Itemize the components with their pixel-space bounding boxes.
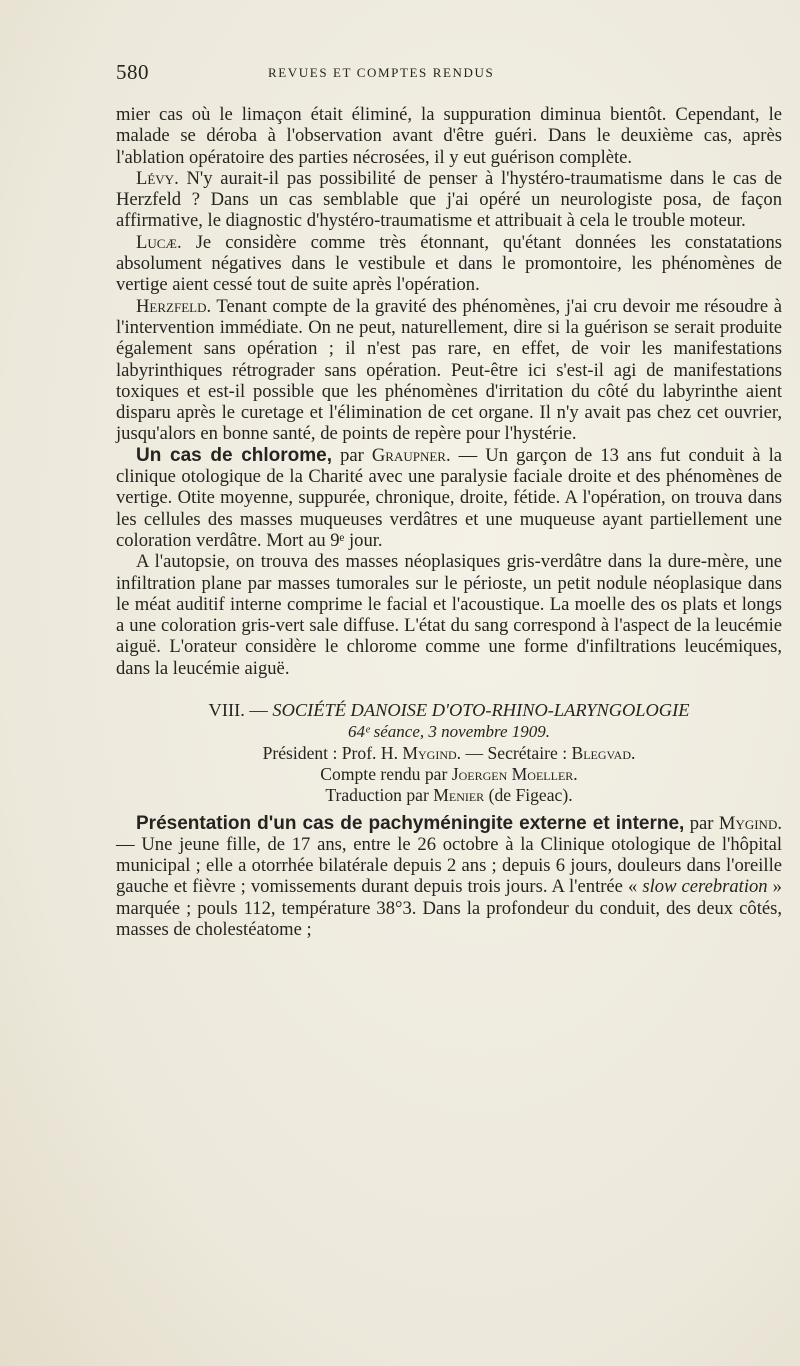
report-line xyxy=(116,764,782,785)
paragraph-text: — Un garçon de 13 ans fut conduit à la clinique otologique de la Charité avec une paralysie faciale droite et des phénomènes de vertige. Otite moyenne, suppurée, chronique, droite, fétide. A l'opération, on trouva dans les cellules des masses muqueuses verdâtres et une muqueuse ayant partiellement une coloration verdâtre. Mort au 9ᵉ jour. xyxy=(116,444,782,551)
paragraph-text: » marquée ; pouls 112, température 38°3. Dans la profondeur du conduit, des deux côtés, masses de cholestéatome ; xyxy=(116,876,782,940)
secretary-label: — Secrétaire : xyxy=(461,742,572,763)
section-heading xyxy=(116,700,782,806)
paragraph-lucae xyxy=(116,232,782,296)
page-number: 580 xyxy=(116,60,149,84)
article-title: Un cas de chlorome, xyxy=(136,444,333,466)
speaker-name: Herzfeld. xyxy=(136,295,212,317)
speaker-name: Lévy. xyxy=(136,167,179,189)
paragraph-text: Je considère comme très étonnant, qu'étant données les constatations absolument négatives dans le vestibule et dans le promontoire, les phénomènes de vertige aient cessé tout de suite après l'opération. xyxy=(116,231,782,296)
paragraph-pachymeningite xyxy=(116,813,782,941)
running-head: REVUES ET COMPTES RENDUS xyxy=(268,65,495,80)
paragraph-chlorome xyxy=(116,445,782,551)
translator-place: (de Figeac). xyxy=(484,785,573,806)
section-number: VIII. — xyxy=(208,700,273,721)
report-label: Compte rendu par xyxy=(320,763,452,784)
president-name: H. Mygind. xyxy=(380,742,462,763)
paragraph-levy xyxy=(116,168,782,232)
by-word: par xyxy=(684,812,719,834)
paragraph-text: N'y aurait-il pas possibilité de penser à l'hystéro-traumatisme dans le cas de Herzfeld ? Dans un cas semblable que j'ai opéré un neurologiste posa, de façon affirmative, le diagnostic d'hystéro-traumatisme et attribuait à cela le trouble moteur. xyxy=(116,167,782,232)
italic-term: slow cerebration xyxy=(642,876,768,898)
report-author: Joergen Moeller. xyxy=(451,763,578,784)
translation-line xyxy=(116,785,782,806)
author-name: Graupner. xyxy=(371,444,451,466)
secretary-name: Blegvad. xyxy=(571,742,636,763)
page-header xyxy=(116,60,782,90)
paragraph-herzfeld xyxy=(116,296,782,445)
president-label: Président : Prof. xyxy=(262,742,381,763)
paragraph-text: — Une jeune fille, de 17 ans, entre le 26 octobre à la Clinique otologique de l'hôpital municipal ; elle a otorrhée bilatérale depuis 2 ans ; depuis 6 jours, douleurs dans l'oreille gauche et fièvre ; vomissements durant depuis trois jours. A l'entrée « xyxy=(116,833,782,898)
paragraph-continuation xyxy=(116,104,782,168)
paragraph-text: A l'autopsie, on trouva des masses néoplasiques gris-verdâtre dans la dure-mère, une infiltration plane par masses tumorales sur le périoste, un petit nodule néoplasique dans le méat auditif interne comprime le facial et l'acoustique. La moelle des os plats et longs a une coloration gris-vert sale diffuse. L'état du sang correspond à l'aspect de la leucémie aiguë. L'orateur considère le chlorome comme une forme d'infiltrations leucémiques, dans la leucémie aiguë. xyxy=(116,551,782,679)
seance-date: 64ᵉ séance, 3 novembre 1909. xyxy=(347,722,551,742)
officers-line xyxy=(116,743,782,764)
body-text xyxy=(116,104,782,940)
paragraph-autopsie xyxy=(116,551,782,679)
paragraph-text: Tenant compte de la gravité des phénomènes, j'ai cru devoir me résoudre à l'intervention immédiate. On ne peut, naturellement, dire si la guérison se serait produite également sans opération ; il n'est pas rare, en effet, de voir les manifestations labyrinthiques rétrograder sans opération. Peut-être ici s'est-il agi de manifestations toxiques et est-il possible que les phénomènes d'irritation du côté du labyrinthe aient disparu après le curetage et l'élimination de cet organe. Il n'y avait pas chez cet ouvrier, jusqu'alors en bonne santé, de points de repère pour l'hystérie. xyxy=(116,295,782,445)
article-title: Présentation d'un cas de pachyméningite externe et interne, xyxy=(136,812,685,834)
society-name: SOCIÉTÉ DANOISE D'OTO-RHINO-LARYNGOLOGIE xyxy=(272,700,690,721)
author-name: Mygind. xyxy=(718,812,782,834)
paragraph-text: mier cas où le limaçon était éliminé, la suppuration diminua bientôt. Cependant, le malade se déroba à l'observation avant d'être guéri. Dans le deuxième cas, après l'ablation opératoire des parties nécrosées, il y eut guérison complète. xyxy=(116,104,782,168)
translator-name: Menier xyxy=(433,785,485,806)
by-word: par xyxy=(332,444,372,466)
society-heading xyxy=(116,700,782,721)
translation-label: Traduction par xyxy=(325,785,434,806)
speaker-name: Lucæ. xyxy=(136,231,182,253)
